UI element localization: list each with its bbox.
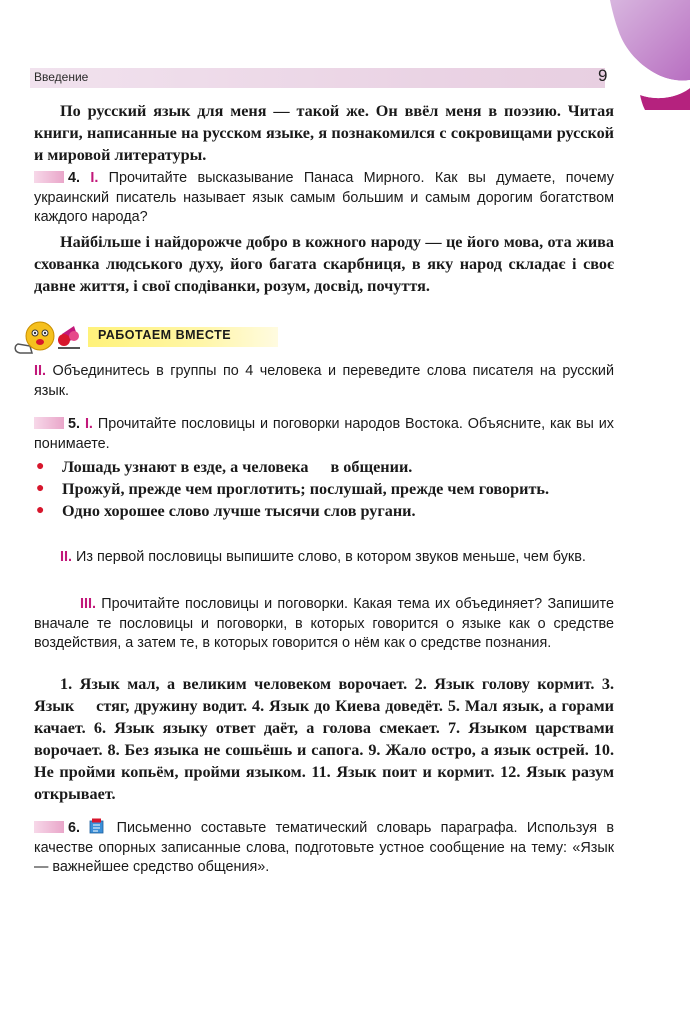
- task-4-text: Прочитайте высказывание Панаса Мирного. Как вы думаете, почему украинский писатель называет язык самым большим и самым дорогим богатством каждого народа?: [34, 170, 615, 225]
- task-part: II.: [60, 549, 72, 565]
- task-part: III.: [80, 596, 96, 612]
- proverbs-text-start: 1. Язык мал, а великим человеком ворочает. 2. Язык голову кормит. 3. Язык: [34, 675, 614, 715]
- proverb-1-start: Лошадь узнают в езде, а человека: [62, 458, 309, 476]
- list-item: [34, 478, 614, 500]
- proverbs-text-rest: стяг, дружину водит. 4. Язык до Киева доведёт. 5. Мал язык, а горами качает. 6. Язык языку ответ даёт, а голова смекает. 7. Языком царствами ворочает. 8. Без языка не сошьёшь и сапога. 9. Жало остро, а язык острей. 10. Не пройми копьём, пройми языком. 11. Язык поит и кормит. 12. Язык разум открывает.: [34, 697, 614, 803]
- task-part: I.: [84, 416, 93, 432]
- task-part: I.: [90, 170, 99, 186]
- task-marker: [34, 821, 64, 833]
- task-5-part-2-text: Из первой пословицы выпишите слово, в котором звуков меньше, чем букв.: [76, 549, 586, 565]
- task-5: [34, 415, 614, 454]
- proverb-2: Прожуй, прежде чем проглотить; послушай, прежде чем говорить.: [62, 480, 550, 498]
- task-5-part-3-text: Прочитайте пословицы и поговорки. Какая тема их объединяет? Запишите вначале те пословицы и поговорки, в которых говорится о языке как о средстве воздействия, а затем те, в которых говорится о нём как о средстве познания.: [34, 596, 614, 651]
- list-item: [34, 456, 614, 478]
- bullet-icon: ●: [36, 481, 45, 496]
- task-6: [34, 818, 614, 878]
- proverbs-bullets: [34, 456, 614, 522]
- quote-block: [34, 231, 614, 297]
- header-band: [30, 66, 608, 88]
- bullet-icon: ●: [36, 503, 45, 518]
- task-number: 6.: [68, 820, 81, 836]
- task-5-part-3: [34, 595, 614, 654]
- list-item: [34, 500, 614, 522]
- task-marker: [34, 171, 64, 183]
- bullet-icon: ●: [36, 459, 45, 474]
- together-task-text: Объединитесь в группы по 4 человека и переведите слова писателя на русский язык.: [34, 363, 614, 399]
- numbered-proverbs: [34, 673, 614, 805]
- task-5-part-2: [34, 548, 614, 568]
- task-5-text: Прочитайте пословицы и поговорки народов Востока. Объясните, как вы их понимаете.: [34, 416, 614, 452]
- working-together-label: РАБОТАЕМ ВМЕСТЕ: [98, 328, 232, 342]
- proverb-1-end: в общении.: [330, 458, 413, 476]
- book-icon: [89, 818, 104, 834]
- page-number: 9: [598, 66, 608, 85]
- proverb-3: Одно хорошее слово лучше тысячи слов ругани.: [62, 502, 416, 520]
- task-6-text: Письменно составьте тематический словарь параграфа. Используя в качестве опорных записанные слова, подготовьте устное сообщение на тему: «Язык — важнейшее средство общения».: [34, 820, 614, 875]
- section-title: Введение: [34, 70, 89, 84]
- task-number: 5.: [68, 416, 81, 432]
- intro-paragraph: По русский язык для меня — такой же. Он ввёл меня в поэзию. Читая книги, написанные на русском языке, я познакомился с сокровищами русской и мировой литературы.: [34, 102, 614, 164]
- intro-paragraph-block: [34, 100, 614, 166]
- corner-decoration: [600, 0, 690, 110]
- task-number: 4.: [68, 170, 81, 186]
- ukrainian-quote: Найбільше і найдорожче добро в кожного народу — це його мова, ота жива схованка людського духу, його багата скарбниця, в яку народ складає і своє давне життя, і свої сподіванки, розум, досвід, почуття.: [34, 233, 614, 295]
- together-task: [34, 362, 614, 401]
- task-marker: [34, 417, 64, 429]
- task-part: II.: [34, 363, 46, 379]
- group-work-icon: [14, 316, 84, 362]
- task-4: [34, 169, 614, 228]
